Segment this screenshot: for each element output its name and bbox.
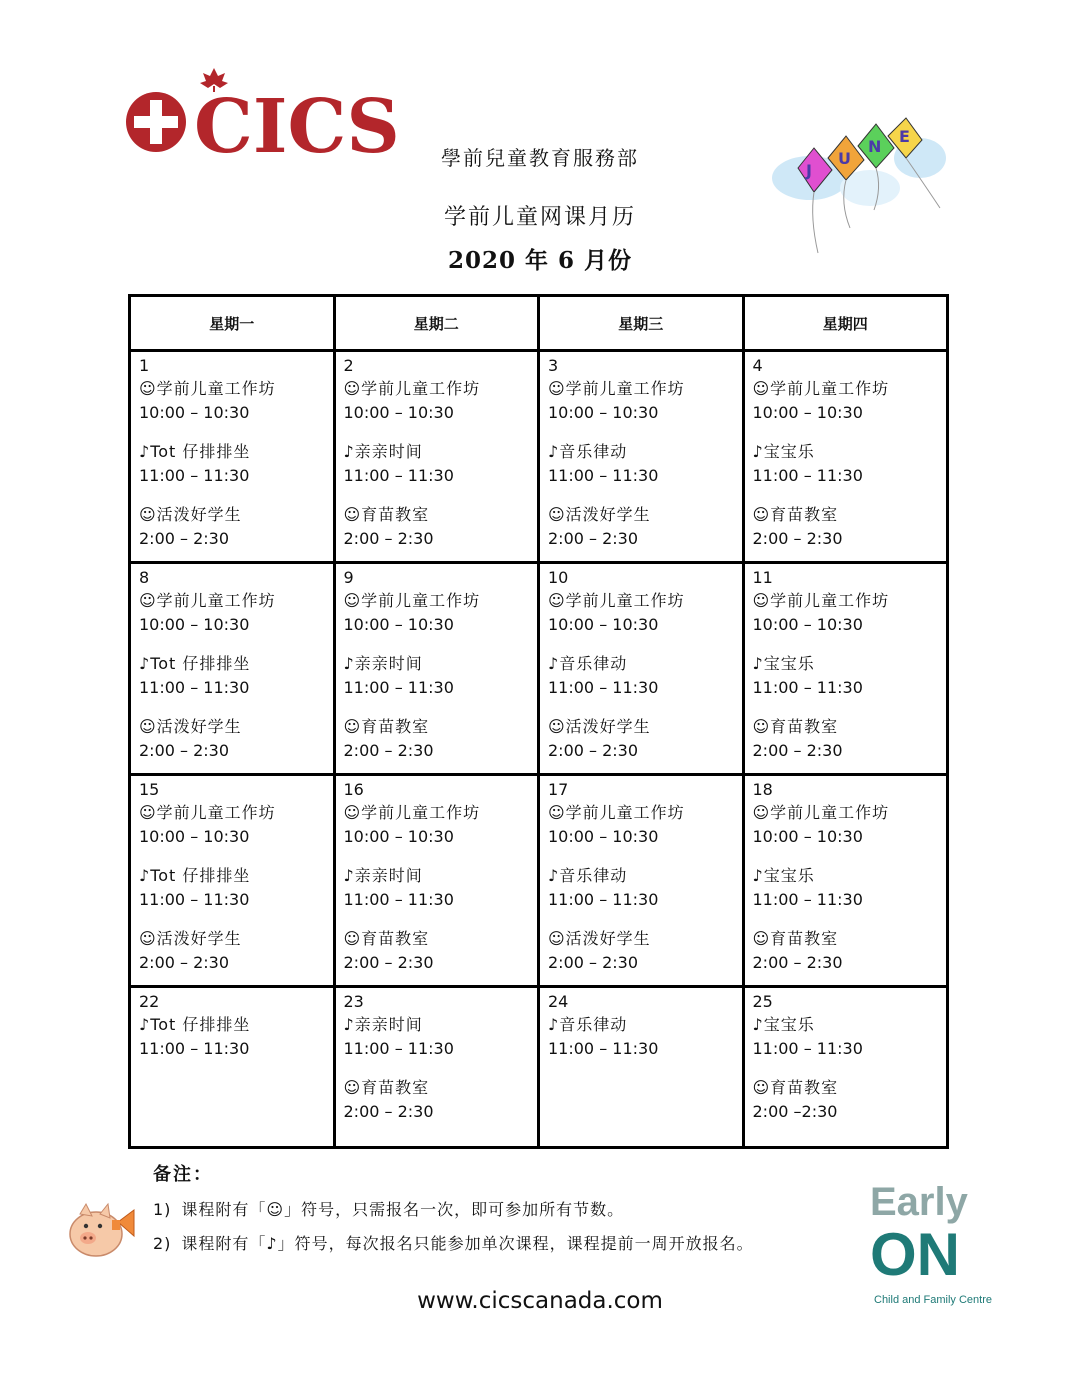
weekday-header: 星期三 [540,297,745,349]
website-link[interactable]: www.cicscanada.com [417,1288,663,1314]
day-cell [745,776,947,985]
event-time: 11:00 – 11:30 [752,1039,863,1058]
event-name: ☺学前儿童工作坊 [548,591,685,610]
day-number: 16 [343,780,364,799]
event-time: 10:00 – 10:30 [139,827,250,846]
event-time: 2:00 – 2:30 [548,953,639,972]
earlyon-logo [866,1180,998,1312]
day-cell [540,564,745,773]
day-number: 11 [752,568,773,587]
notes-title: 备注： [153,1164,213,1185]
event-name: ☺育苗教室 [343,505,430,524]
event-time: 10:00 – 10:30 [752,827,863,846]
calendar-month: 2020 年 6 月份 [447,247,633,274]
event-name: ☺学前儿童工作坊 [343,803,481,822]
earlyon-logo-subtitle: Child and Family Centre [874,1294,992,1306]
event-name: ♪亲亲时间 [343,1015,423,1034]
event-name: ☺学前儿童工作坊 [548,803,685,822]
day-number: 4 [752,356,763,375]
event-time: 2:00 – 2:30 [343,529,434,548]
note-number: 1) [153,1200,172,1219]
weekday-header: 星期二 [336,297,541,349]
day-cell [540,988,745,1146]
day-number: 8 [139,568,150,587]
calendar-week-row [131,776,946,988]
event-time: 11:00 – 11:30 [139,466,250,485]
day-number: 10 [548,568,569,587]
event-name: ☺育苗教室 [343,1078,430,1097]
day-cell [336,988,541,1146]
event-name: ♪Tot 仔排排坐 [139,1015,251,1034]
event-time: 2:00 – 2:30 [343,741,434,760]
event-time: 2:00 – 2:30 [752,741,843,760]
event-name: ♪亲亲时间 [343,442,423,461]
day-number: 25 [752,992,773,1011]
event-name: ☺育苗教室 [343,929,430,948]
event-time: 2:00 – 2:30 [548,741,639,760]
weekday-header: 星期一 [131,297,336,349]
event-time: 10:00 – 10:30 [548,615,659,634]
event-time: 11:00 – 11:30 [548,466,659,485]
event-time: 11:00 – 11:30 [343,1039,454,1058]
note-number: 2) [153,1234,172,1253]
day-number: 17 [548,780,569,799]
event-name: ☺学前儿童工作坊 [139,379,276,398]
event-time: 11:00 – 11:30 [548,1039,659,1058]
note-item [153,1197,624,1220]
department-name: 學前兒童教育服務部 [441,146,639,170]
day-cell [540,776,745,985]
event-time: 11:00 – 11:30 [343,466,454,485]
event-name: ☺学前儿童工作坊 [752,803,890,822]
event-time: 10:00 – 10:30 [548,827,659,846]
event-time: 11:00 – 11:30 [139,678,250,697]
event-time: 11:00 – 11:30 [752,890,863,909]
event-name: ☺学前儿童工作坊 [139,803,276,822]
weekday-header: 星期四 [822,314,868,333]
day-cell [131,564,336,773]
day-cell [745,564,947,773]
event-name: ♪亲亲时间 [343,866,423,885]
note-item [153,1231,754,1254]
event-name: ♪宝宝乐 [752,442,815,461]
day-number: 9 [343,568,354,587]
event-time: 10:00 – 10:30 [139,403,250,422]
calendar-table [128,294,949,1149]
day-number: 23 [343,992,364,1011]
event-name: ♪亲亲时间 [343,654,423,673]
event-time: 2:00 – 2:30 [548,529,639,548]
event-name: ☺育苗教室 [752,717,839,736]
event-name: ☺活泼好学生 [139,717,242,736]
calendar-title: 学前儿童网课月历 [443,205,636,230]
event-time: 10:00 – 10:30 [752,615,863,634]
event-name: ♪音乐律动 [548,866,628,885]
event-name: ☺活泼好学生 [548,717,651,736]
day-cell [131,988,336,1146]
day-number: 22 [139,992,160,1011]
svg-text:U: U [838,149,851,168]
event-name: ♪Tot 仔排排坐 [139,654,251,673]
event-time: 2:00 – 2:30 [752,953,843,972]
event-name: ♪宝宝乐 [752,1015,815,1034]
event-name: ☺育苗教室 [343,717,430,736]
day-cell [336,776,541,985]
event-name: ☺学前儿童工作坊 [752,591,890,610]
event-time: 11:00 – 11:30 [548,890,659,909]
note-text: 课程附有「☺」符号，只需报名一次，即可参加所有节数。 [181,1200,625,1219]
svg-text:J: J [806,161,812,180]
event-time: 10:00 – 10:30 [343,827,454,846]
earlyon-logo-early: Early [870,1180,968,1224]
event-name: ☺育苗教室 [752,929,839,948]
event-time: 2:00 – 2:30 [139,741,230,760]
day-cell [336,564,541,773]
event-time: 10:00 – 10:30 [139,615,250,634]
event-name: ☺学前儿童工作坊 [343,379,481,398]
event-name: ♪宝宝乐 [752,866,815,885]
event-time: 11:00 – 11:30 [139,890,250,909]
day-cell [745,988,947,1146]
day-number: 2 [343,356,354,375]
event-name: ☺学前儿童工作坊 [752,379,890,398]
day-number: 1 [139,356,150,375]
day-cell [131,352,336,561]
event-name: ☺活泼好学生 [139,505,242,524]
calendar-header-row [131,297,946,352]
svg-text:N: N [868,137,882,156]
event-name: ♪音乐律动 [548,654,628,673]
event-time: 10:00 – 10:30 [548,403,659,422]
june-kites-illustration [770,118,950,263]
event-time: 11:00 – 11:30 [548,678,659,697]
event-name: ☺学前儿童工作坊 [343,591,481,610]
calendar-week-row [131,352,946,564]
event-name: ♪音乐律动 [548,442,628,461]
event-time: 2:00 –2:30 [752,1102,838,1121]
day-number: 15 [139,780,160,799]
event-name: ♪宝宝乐 [752,654,815,673]
event-time: 10:00 – 10:30 [343,615,454,634]
cics-logo [122,66,400,170]
event-name: ☺活泼好学生 [548,505,651,524]
day-number: 24 [548,992,569,1011]
event-time: 2:00 – 2:30 [343,1102,434,1121]
svg-text:E: E [899,127,910,146]
day-number: 3 [548,356,559,375]
event-time: 11:00 – 11:30 [752,466,863,485]
day-cell [131,776,336,985]
event-time: 11:00 – 11:30 [139,1039,250,1058]
event-time: 11:00 – 11:30 [343,890,454,909]
event-time: 11:00 – 11:30 [343,678,454,697]
calendar-week-row [131,564,946,776]
event-time: 10:00 – 10:30 [752,403,863,422]
event-time: 2:00 – 2:30 [343,953,434,972]
event-name: ♪音乐律动 [548,1015,628,1034]
day-cell [540,352,745,561]
event-name: ☺学前儿童工作坊 [548,379,685,398]
event-time: 2:00 – 2:30 [139,953,230,972]
event-name: ☺育苗教室 [752,1078,839,1097]
event-name: ☺育苗教室 [752,505,839,524]
event-time: 2:00 – 2:30 [139,529,230,548]
event-time: 2:00 – 2:30 [752,529,843,548]
note-text: 课程附有「♪」符号，每次报名只能参加单次课程，课程提前一周开放报名。 [181,1234,754,1253]
cics-logo-text: CICS [194,84,400,170]
event-name: ☺活泼好学生 [139,929,242,948]
event-name: ☺活泼好学生 [548,929,651,948]
day-number: 18 [752,780,773,799]
event-time: 11:00 – 11:30 [752,678,863,697]
earlyon-logo-on: ON [870,1221,960,1288]
event-name: ♪Tot 仔排排坐 [139,866,251,885]
event-time: 10:00 – 10:30 [343,403,454,422]
day-cell [336,352,541,561]
day-cell [745,352,947,561]
event-name: ☺学前儿童工作坊 [139,591,276,610]
calendar-week-row [131,988,946,1146]
pig-mascot-icon [66,1196,138,1262]
event-name: ♪Tot 仔排排坐 [139,442,251,461]
